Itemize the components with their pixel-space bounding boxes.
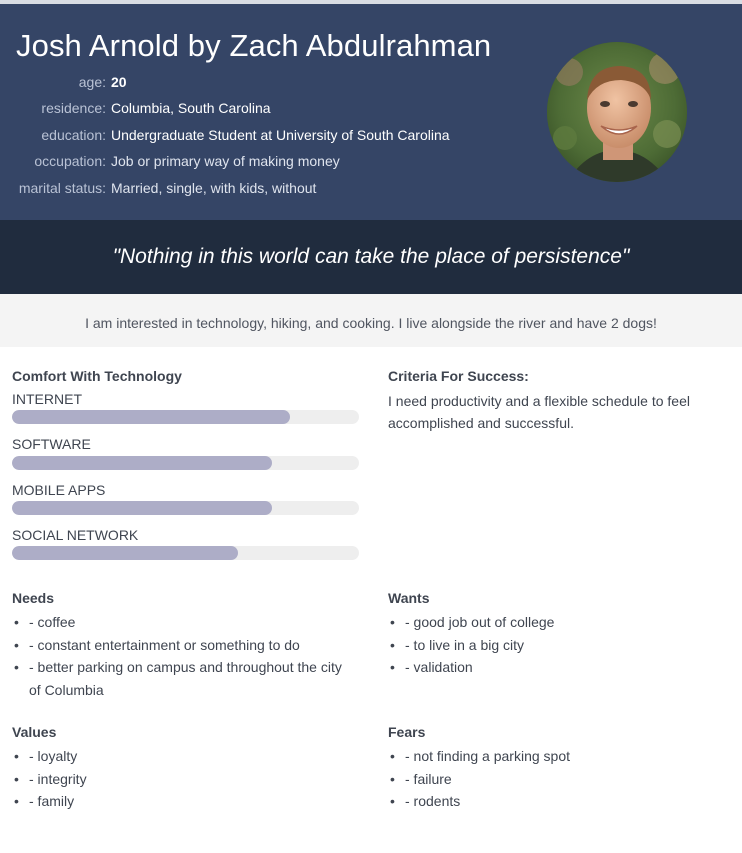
detail-value-education: Undergraduate Student at University of South Carolina: [111, 127, 450, 143]
values-title: Values: [12, 724, 57, 740]
persona-header: [0, 4, 742, 220]
skill-label-internet: INTERNET: [12, 391, 82, 407]
list-item: • - family: [12, 790, 352, 813]
detail-value-residence: Columbia, South Carolina: [111, 100, 271, 116]
success-text: I need productivity and a flexible schedule to feel accomplished and successful.: [388, 393, 690, 431]
persona-title: Josh Arnold by Zach Abdulrahman: [16, 28, 492, 63]
wants-list: [388, 611, 728, 679]
skill-label-software: SOFTWARE: [12, 436, 91, 452]
detail-value-age: 20: [111, 74, 127, 90]
list-item: • - rodents: [388, 790, 728, 813]
person-photo-icon: [547, 42, 687, 182]
detail-value-occupation: Job or primary way of making money: [111, 153, 340, 169]
detail-label-education: education:: [41, 127, 106, 143]
detail-label-occupation: occupation:: [34, 153, 106, 169]
skill-bar-fill-social-network: [12, 546, 238, 560]
technology-title: Comfort With Technology: [12, 368, 182, 384]
detail-label-marital-status: marital status:: [18, 180, 106, 196]
persona-bio: I am interested in technology, hiking, and cooking. I live alongside the river and have 2 dogs!: [85, 315, 657, 331]
list-item: • - better parking on campus and throughout the city of Columbia: [12, 656, 352, 701]
list-item: • - constant entertainment or something to do: [12, 634, 352, 657]
list-item: • - coffee: [12, 611, 352, 634]
fears-list: [388, 745, 728, 813]
skill-bar-mobile-apps: [12, 501, 359, 515]
list-item: • - to live in a big city: [388, 634, 728, 657]
skill-bar-fill-mobile-apps: [12, 501, 272, 515]
success-title: Criteria For Success:: [388, 368, 529, 384]
skill-label-mobile-apps: MOBILE APPS: [12, 482, 106, 498]
list-item: • - failure: [388, 768, 728, 791]
detail-label-age: age:: [78, 74, 106, 90]
quote-banner: [0, 220, 742, 294]
fears-title: Fears: [388, 724, 426, 740]
skill-bar-fill-internet: [12, 410, 290, 424]
bio-banner: [0, 294, 742, 347]
skill-bar-fill-software: [12, 456, 272, 470]
detail-value-marital-status: Married, single, with kids, without: [111, 180, 317, 196]
skill-label-social-network: SOCIAL NETWORK: [12, 527, 139, 543]
wants-title: Wants: [388, 590, 430, 606]
list-item: • - integrity: [12, 768, 352, 791]
needs-list: [12, 611, 352, 701]
needs-title: Needs: [12, 590, 55, 606]
list-item: • - loyalty: [12, 745, 352, 768]
list-item: • - good job out of college: [388, 611, 728, 634]
list-item: • - not finding a parking spot: [388, 745, 728, 768]
avatar: [547, 42, 687, 182]
persona-quote: "Nothing in this world can take the place of persistence": [112, 245, 630, 268]
skill-bar-software: [12, 456, 359, 470]
skill-bar-internet: [12, 410, 359, 424]
list-item: • - validation: [388, 656, 728, 679]
values-list: [12, 745, 352, 813]
skill-bar-social-network: [12, 546, 359, 560]
detail-label-residence: residence:: [41, 100, 106, 116]
